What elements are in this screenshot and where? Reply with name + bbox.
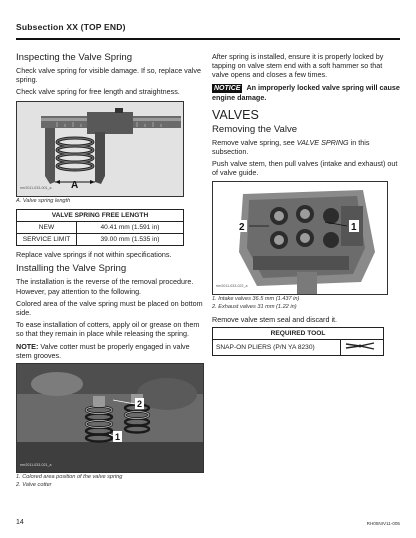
table-row [213,340,384,356]
figure-reference-code: rmr2011-033-022_a [216,284,248,289]
figure-reference-code: rmr2011-033-021_a [20,462,52,467]
figure-reference-code: rmr2011-033-001_a [20,186,52,191]
installation-caption-1: 1. Colored area position of the valve spring [16,474,123,481]
notice-paragraph [212,83,400,102]
remove-seal-text: Remove valve stem seal and discard it. [212,314,338,324]
inspect-paragraph-2: Check valve spring for free length and straightness. [16,87,180,97]
snap-ring-pliers-icon [344,341,378,351]
spec-row-label: SERVICE LIMIT [17,234,77,246]
spec-row-label: NEW [17,221,77,233]
remove-text-start: Remove valve spring, see [212,137,297,147]
cylinder-head-valves-photo [213,182,388,295]
remove-paragraph-2: Push valve stem, then pull valves (intake and exhaust) out of valve guide. [212,159,398,178]
replace-springs-text: Replace valve springs if not within specifications. [16,250,172,260]
figure-label-a: A [71,179,79,191]
figure-callout-1: 1 [115,432,121,443]
notice-text: An improperly locked valve spring will cause engine damage. [212,82,400,102]
tool-table-header: REQUIRED TOOL [213,327,384,339]
valve-spring-length-figure [16,101,184,197]
valve-spring-installation-photo [16,363,204,473]
intake-valves-caption: 1. Intake valves 36.5 mm (1.437 in) [212,295,300,302]
inspect-valve-spring-heading: Inspecting the Valve Spring [16,52,133,63]
figure-callout-1: 1 [351,221,357,233]
spec-row-value: 40.41 mm (1.591 in) [77,221,184,233]
figure-callout-2: 2 [239,221,245,233]
note-paragraph [16,342,204,360]
right-column [212,52,400,356]
page-number: 14 [16,519,24,526]
install-paragraph-1: The installation is the reverse of the removal procedure. However, pay attention to the following. [16,277,194,296]
left-column [16,52,204,493]
note-label: NOTE: [16,341,39,351]
table-row [17,234,184,246]
valves-section-title: VALVES [212,107,259,122]
removing-valve-heading: Removing the Valve [212,123,298,135]
remove-paragraph-1 [212,138,400,156]
install-valve-spring-heading: Installing the Valve Spring [16,263,127,275]
document-code: RH05NIV11-005 [366,521,400,526]
cylinder-head-photo [17,364,204,473]
notice-badge: NOTICE [214,84,241,92]
valve-spring-cross-reference: VALVE SPRING [296,137,349,147]
spec-row-value: 39.00 mm (1.535 in) [77,234,184,246]
pliers-icon-cell [341,340,384,356]
caliper-spring-illustration [17,102,184,197]
installation-caption-2: 2. Valve cotter [16,482,52,489]
install-paragraph-3: To ease installation of cotters, apply oil or grease on them so that they remain in place while releasing the spring. [16,320,200,339]
note-text: Valve cotter must be properly engaged in valve stem grooves. [16,341,190,360]
header-rule [16,38,400,40]
tool-name: SNAP-ON PLIERS (P/N YA 8230) [213,340,341,356]
remove-text-end: in this subsection. [212,137,370,157]
exhaust-valves-caption: 2. Exhaust valves 31 mm (1.22 in) [212,303,297,310]
subsection-header: Subsection XX (TOP END) [16,22,126,32]
cylinder-head-valves-figure [212,181,388,295]
valve-spring-figure-caption: A. Valve spring length [16,197,71,204]
valve-spring-free-length-table [16,209,184,247]
after-spring-paragraph: After spring is installed, ensure it is properly locked by tapping on valve stem end with a soft hammer so that valve opens and closes a few times. [212,52,384,80]
inspect-paragraph-1: Check valve spring for visible damage. If so, replace valve spring. [16,66,201,85]
required-tool-table [212,327,384,356]
table-row [17,221,184,233]
install-paragraph-2: Colored area of the valve spring must be placed on bottom side. [16,298,203,318]
spec-table-header: VALVE SPRING FREE LENGTH [17,209,184,221]
figure-callout-2: 2 [137,399,143,410]
